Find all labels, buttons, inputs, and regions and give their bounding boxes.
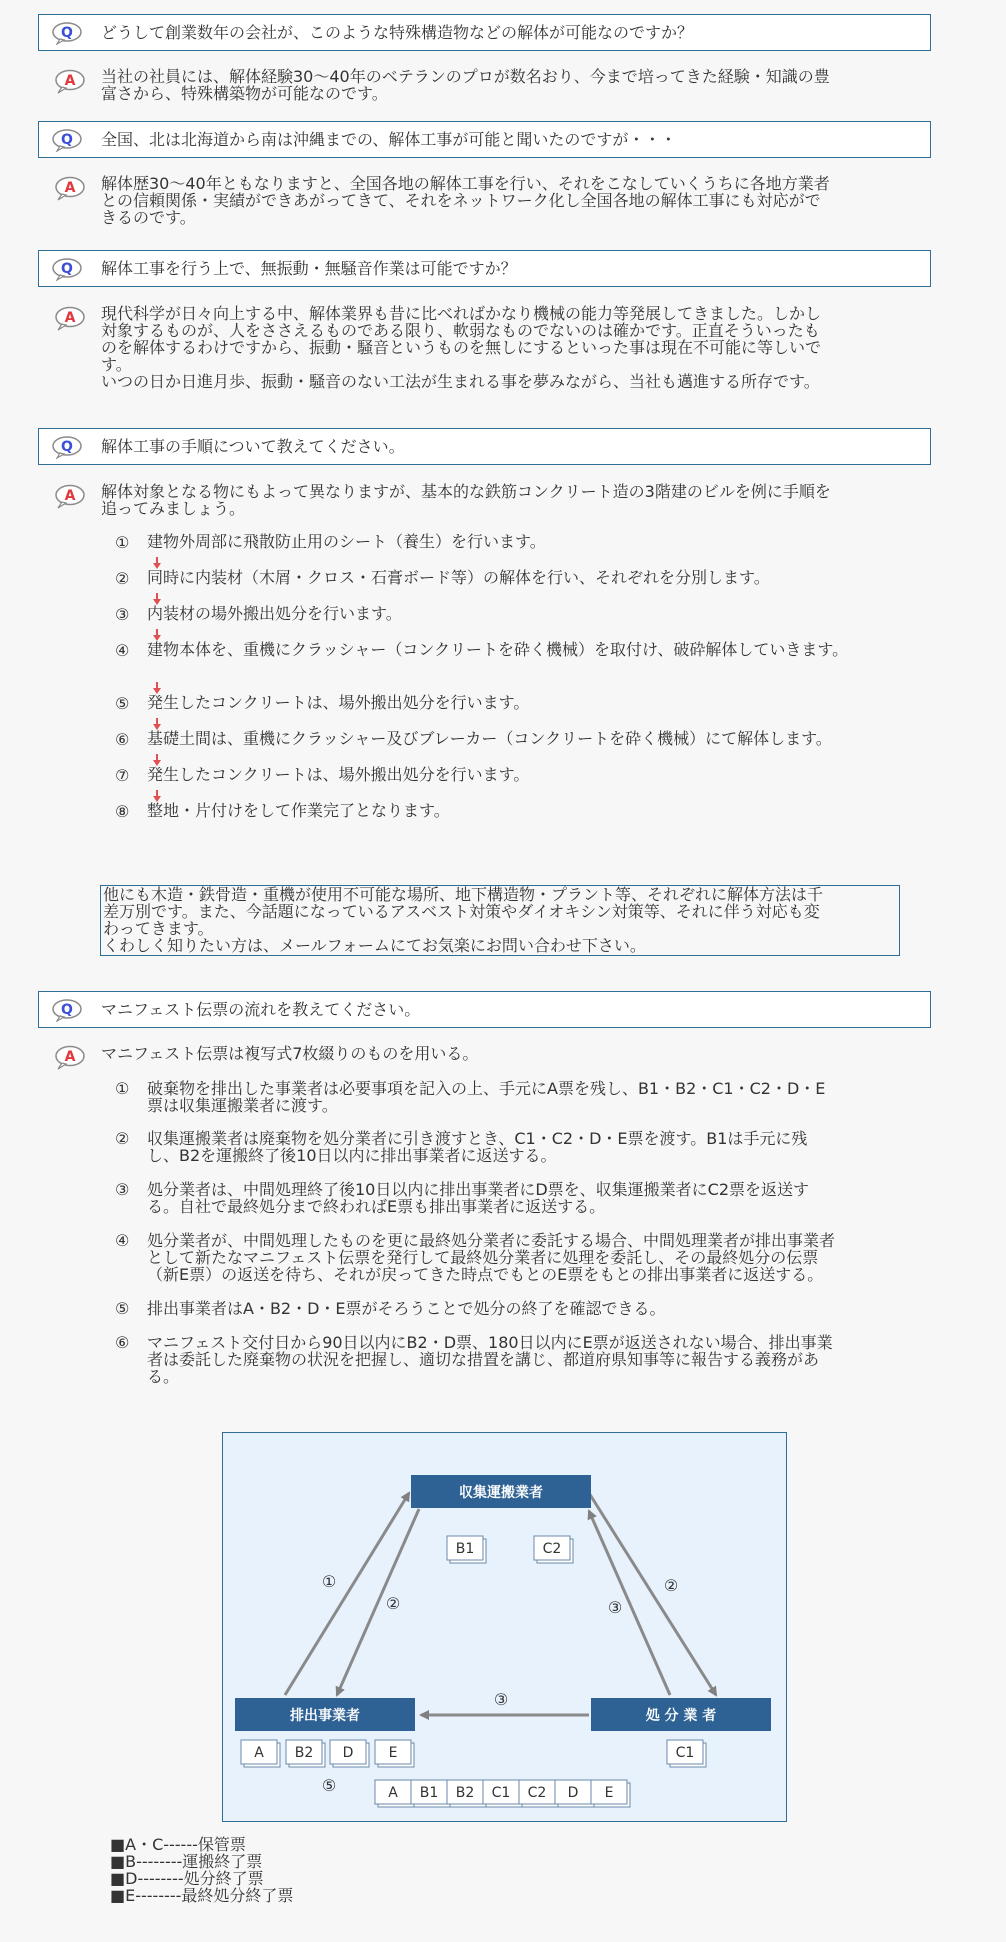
svg-text:Q: Q	[61, 25, 73, 41]
answer-text: 解体歴30～40年ともなりますと、全国各地の解体工事を行い、それをこなしていくうちに各地方業者 との信頼関係・実績ができあがってきて、それをネットワーク化し全国各地の解体工事にも対応がで きるのです。	[101, 174, 830, 227]
slip	[411, 1780, 450, 1807]
svg-text:C1: C1	[675, 1745, 695, 1761]
question-box	[38, 428, 931, 465]
question-text: 全国、北は北海道から南は沖縄までの、解体工事が可能と聞いたのですが・・・	[101, 130, 677, 149]
svg-text:Q: Q	[61, 439, 73, 455]
flow-diagram-svg	[223, 1433, 788, 1823]
answer-text: マニフェスト伝票は複写式7枚綴りのものを用いる。	[101, 1044, 479, 1063]
svg-text:B2: B2	[455, 1785, 475, 1801]
arrow-label: ③	[607, 1598, 623, 1617]
node-label: 排出事業者	[290, 1708, 360, 1724]
question-box	[38, 121, 931, 158]
answer-text: 当社の社員には、解体経験30～40年のベテランのプロが数名おり、今まで培ってきた経験・知識の豊 富さから、特殊構築物が可能なのです。	[101, 67, 830, 103]
svg-text:E: E	[604, 1785, 614, 1801]
svg-text:B1: B1	[455, 1541, 475, 1557]
svg-text:Q: Q	[61, 261, 73, 277]
svg-text:D: D	[567, 1785, 579, 1801]
svg-text:A: A	[254, 1745, 264, 1761]
answer-icon	[52, 68, 86, 94]
node-label: 処 分 業 者	[645, 1708, 717, 1724]
question-icon	[51, 435, 83, 459]
svg-text:B1: B1	[419, 1785, 439, 1801]
question-icon	[51, 128, 83, 152]
flow-arrow	[337, 1509, 419, 1695]
slip	[483, 1780, 522, 1807]
question-text: マニフェスト伝票の流れを教えてください。	[101, 1000, 421, 1019]
arrow-label: ①	[321, 1572, 337, 1591]
slip	[555, 1780, 594, 1807]
faq-page: Q どうして創業数年の会社が、このような特殊構造物などの解体が可能なのですか？ A 当社の社員には、解体経験30～40年のベテランのプロが数名おり、今まで培ってきた経験・知識の豊 富さから、特殊構築物が可能なのです。 Q 全国、北は北海道から南は沖縄までの、解体工事が可能と聞いたのですが・・・ A 解体歴30～40年ともなりますと、全国各地の解体工事を行い、それをこなしていくうちに各地方業者 との信頼関係・実績ができあがってきて、それをネットワーク化し全国各地の解体工事にも対応がで きるのです。 Q 解体工事を行う上で、無振動・無騒音作業は可能ですか？ A 現代科学が日々向上する中、解体業界も昔に比べればかなり機械の能力等発展してきました。しかし 対象するものが、人をささえるものである限り、軟弱なものでないのは確かです。正直そういったも のを解体するわけですから、振動・騒音というものを無しにするといった事は現在不可能に等しいで す。 いつの日か日進月歩、振動・騒音のない工法が生まれる事を夢みながら、当社も邁進する所存です。 Q 解体工事の手順について教えてください。 A 解体対象となる物にもよって異なりますが、基本的な鉄筋コンクリート造の3階建のビルを例に手順を 追ってみましょう。 ① 建物外周部に飛散防止用のシート（養生）を行います。 ② 同時に内装材（木屑・クロス・石膏ボード等）の解体を行い、それぞれを分別します。 ③ 内装材の場外搬出処分を行います。 ④ 建物本体を、重機にクラッシャー（コンクリートを砕く機械）を取付け、破砕解体していきます。 ⑤ 発生したコンクリートは、場外搬出処分を行います。 ⑥ 基礎土間は、重機にクラッシャー及びブレーカー（コンクリートを砕く機械）にて解体します。 ⑦ 発生したコンクリートは、場外搬出処分を行います。 ⑧ 整地・片付けをして作業完了となります。 他にも木造・鉄骨造・重機が使用不可能な場所、地下構造物・プラント等、それぞれに解体方法は千 差万別です。また、今話題になっているアスベスト対策やダイオキシン対策等、それに伴う対応も変 わってきます。 くわしく知りたい方は、メールフォームにてお気楽にお問い合わせ下さい。 Q マニフェスト伝票の流れを教えてください。 A マニフェスト伝票は複写式7枚綴りのものを用いる。 ① 破棄物を排出した事業者は必要事項を記入の上、手元にA票を残し、B1・B2・C1・C2・D・E 票は収集運搬業者に渡す。 ② 収集運搬業者は廃棄物を処分業者に引き渡すとき、C1・C2・D・E票を渡す。B1は手元に残 し、B2を運搬終了後10日以内に排出事業者に返送する。 ③ 処分業者は、中間処理終了後10日以内に排出事業者にD票を、収集運搬業者にC2票を返送す る。自社で最終処分まで終わればE票も排出事業者に返送する。 ④ 処分業者が、中間処理したものを更に最終処分業者に委託する場合、中間処理業者が排出事業者 として新たなマニフェスト伝票を発行して最終処分業者に処理を委託し、その最終処分の伝票 （新E票）の返送を待ち、それが戻ってきた時点でもとのE票をもとの排出事業者に返送する。 ⑤ 排出事業者はA・B2・D・E票がそろうことで処分の終了を確認できる。 ⑥ マニフェスト交付日から90日以内にB2・D票、180日以内にE票が返送されない場合、排出事業 者は委託した廃棄物の状況を把握し、適切な措置を講じ、都道府県知事等に報告する義務があ る。 ① ② ② ③ ③ ⑤ 収集運搬業者 排出事業者 処 分 業 者 B1 C2 A B2 D E C1 A B1 B2 C1 C2 D E ■A・C------保管票 ■B--------運搬終了票 ■D--------処分終了票 ■E--------最終処分終了票	[0, 0, 1006, 1942]
svg-text:A: A	[64, 488, 76, 504]
slip	[286, 1740, 325, 1767]
answer-icon	[52, 305, 86, 331]
answer-text: 解体対象となる物にもよって異なりますが、基本的な鉄筋コンクリート造の3階建のビルを例に手順を 追ってみましょう。	[101, 482, 831, 518]
question-box	[38, 991, 931, 1028]
svg-text:C2: C2	[527, 1785, 547, 1801]
flow-arrow	[589, 1493, 716, 1695]
slip	[519, 1780, 558, 1807]
question-icon	[51, 257, 83, 281]
answer-icon	[52, 483, 86, 509]
svg-text:C2: C2	[542, 1541, 562, 1557]
arrow-label: ②	[385, 1594, 401, 1613]
svg-text:Q: Q	[61, 1002, 73, 1018]
svg-text:A: A	[64, 180, 76, 196]
arrow-label: ②	[663, 1576, 679, 1595]
question-icon	[51, 998, 83, 1022]
question-text: 解体工事を行う上で、無振動・無騒音作業は可能ですか？	[101, 259, 517, 278]
svg-text:A: A	[64, 73, 76, 89]
arrow-label: ⑤	[321, 1776, 337, 1795]
slip	[375, 1740, 414, 1767]
slip	[591, 1780, 630, 1807]
svg-text:E: E	[388, 1745, 398, 1761]
question-box	[38, 14, 931, 51]
note-box: 他にも木造・鉄骨造・重機が使用不可能な場所、地下構造物・プラント等、それぞれに解体方法は千 差万別です。また、今話題になっているアスベスト対策やダイオキシン対策等、それに伴う対応も変 わってきます。 くわしく知りたい方は、メールフォームにてお気楽にお問い合わせ下さい。	[100, 885, 900, 956]
slip	[534, 1536, 573, 1563]
slip	[667, 1740, 706, 1767]
question-text: 解体工事の手順について教えてください。	[101, 437, 405, 456]
svg-text:A: A	[64, 1049, 76, 1065]
svg-text:B2: B2	[294, 1745, 314, 1761]
slip	[375, 1780, 414, 1807]
question-text: どうして創業数年の会社が、このような特殊構造物などの解体が可能なのですか？	[101, 23, 694, 42]
svg-text:A: A	[64, 310, 76, 326]
answer-icon	[52, 1044, 86, 1070]
svg-text:A: A	[388, 1785, 398, 1801]
slip-legend: ■A・C------保管票 ■B--------運搬終了票 ■D--------処分終了票 ■E--------最終処分終了票	[110, 1835, 294, 1905]
slip	[447, 1536, 486, 1563]
svg-text:D: D	[342, 1745, 354, 1761]
question-icon	[51, 21, 83, 45]
manifest-flow-diagram	[222, 1432, 787, 1822]
slip	[447, 1780, 486, 1807]
svg-text:Q: Q	[61, 132, 73, 148]
answer-text: 現代科学が日々向上する中、解体業界も昔に比べればかなり機械の能力等発展してきました。しかし 対象するものが、人をささえるものである限り、軟弱なものでないのは確かです。正直そういったも のを解体するわけですから、振動・騒音というものを無しにするといった事は現在不可能に等しいで す。 いつの日か日進月歩、振動・騒音のない工法が生まれる事を夢みながら、当社も邁進する所存です。	[101, 304, 822, 391]
question-box	[38, 250, 931, 287]
slip	[330, 1740, 369, 1767]
node-label: 収集運搬業者	[459, 1485, 543, 1501]
arrow-label: ③	[493, 1690, 509, 1709]
svg-text:C1: C1	[491, 1785, 511, 1801]
answer-icon	[52, 175, 86, 201]
slip	[241, 1740, 280, 1767]
